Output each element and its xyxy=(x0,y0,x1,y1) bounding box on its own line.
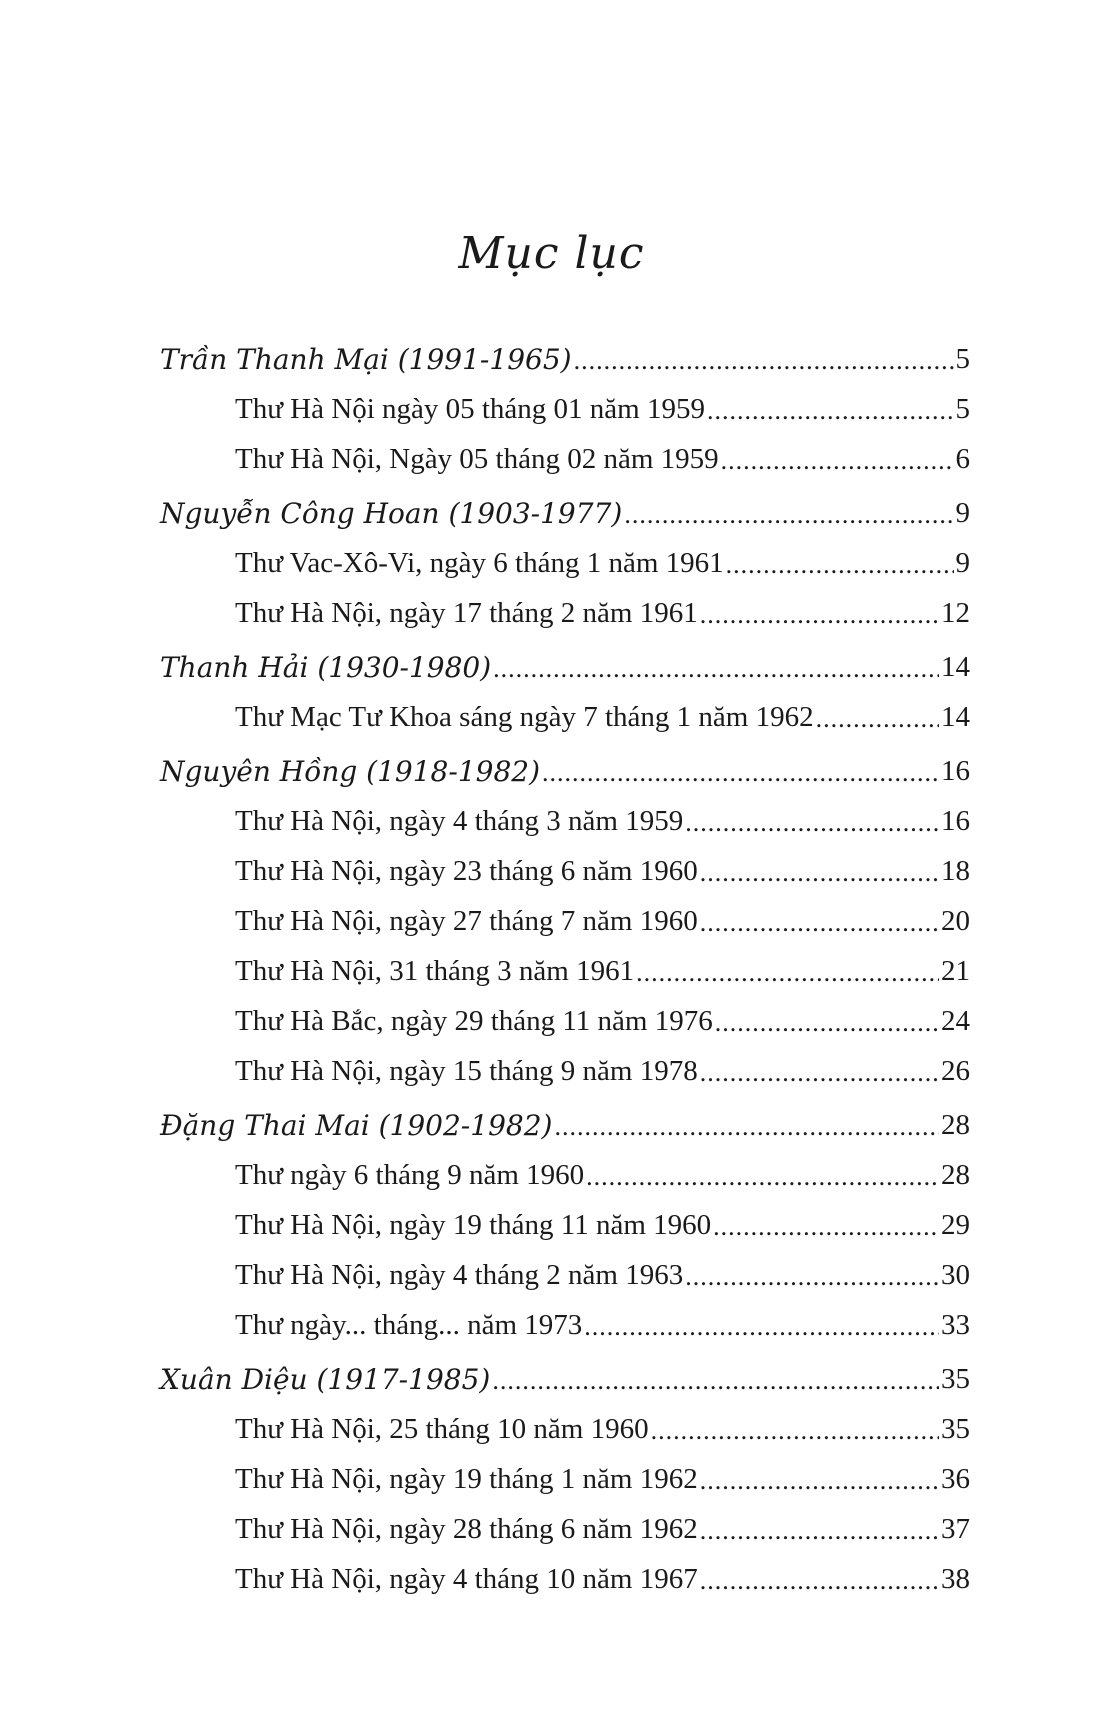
toc-page-number: 21 xyxy=(941,955,970,987)
toc-page-number: 28 xyxy=(941,1109,970,1141)
dot-leader xyxy=(700,1058,939,1088)
dot-leader xyxy=(685,1262,939,1292)
toc-letter-entry xyxy=(160,1404,970,1454)
toc-entry-label: Thư Vac-Xô-Vi, ngày 6 tháng 1 năm 1961 xyxy=(235,547,724,579)
toc-page-number: 9 xyxy=(955,547,970,579)
toc-page-number: 12 xyxy=(941,597,970,629)
toc-entry-label: Thư Hà Nội, ngày 19 tháng 11 năm 1960 xyxy=(235,1209,712,1241)
dot-leader xyxy=(624,500,953,530)
toc-page-number: 37 xyxy=(941,1513,970,1545)
toc-letter-entry xyxy=(160,1250,970,1300)
toc-page-number: 14 xyxy=(941,701,970,733)
toc-letter-entry xyxy=(160,434,970,484)
toc-letter-entry xyxy=(160,384,970,434)
toc-page-number: 33 xyxy=(941,1309,970,1341)
toc-entry-label: Thư Hà Nội, ngày 15 tháng 9 năm 1978 xyxy=(235,1055,698,1087)
toc-entry-label: Thư Hà Nội, ngày 23 tháng 6 năm 1960 xyxy=(235,855,698,887)
toc-letter-entry xyxy=(160,1046,970,1096)
dot-leader xyxy=(816,704,939,734)
toc-page-number: 24 xyxy=(941,1005,970,1037)
toc-page-number: 16 xyxy=(941,755,970,787)
dot-leader xyxy=(726,550,954,580)
toc-page-number: 26 xyxy=(941,1055,970,1087)
toc-entry-label: Thư Hà Nội, 31 tháng 3 năm 1961 xyxy=(235,955,635,987)
toc-letter-entry xyxy=(160,1150,970,1200)
toc-page-number: 9 xyxy=(955,497,970,529)
page-title: Mục lục xyxy=(458,228,645,279)
toc-author-entry xyxy=(160,1350,970,1404)
toc-author-entry xyxy=(160,742,970,796)
dot-leader xyxy=(636,958,939,988)
dot-leader xyxy=(586,1162,939,1192)
toc-page-number: 36 xyxy=(941,1463,970,1495)
toc-page-number: 30 xyxy=(941,1259,970,1291)
dot-leader xyxy=(493,654,939,684)
toc-page-number: 16 xyxy=(941,805,970,837)
toc-author-entry xyxy=(160,638,970,692)
toc-page-number: 35 xyxy=(941,1363,970,1395)
toc-letter-entry xyxy=(160,846,970,896)
toc-entry-label: Trần Thanh Mại (1991-1965) xyxy=(160,343,572,376)
toc-entry-label: Thư Hà Nội, ngày 19 tháng 1 năm 1962 xyxy=(235,1463,698,1495)
toc-letter-entry xyxy=(160,588,970,638)
table-of-contents xyxy=(160,330,970,1604)
dot-leader xyxy=(700,1516,939,1546)
toc-letter-entry xyxy=(160,538,970,588)
toc-page-number: 5 xyxy=(955,343,970,375)
toc-entry-label: Thư Mạc Tư Khoa sáng ngày 7 tháng 1 năm 1962 xyxy=(235,701,814,733)
dot-leader xyxy=(554,1112,939,1142)
toc-letter-entry xyxy=(160,896,970,946)
dot-leader xyxy=(492,1366,939,1396)
toc-page-number: 5 xyxy=(955,393,970,425)
toc-page-number: 38 xyxy=(941,1563,970,1595)
toc-entry-label: Thư Hà Bắc, ngày 29 tháng 11 năm 1976 xyxy=(235,1005,713,1037)
toc-entry-label: Thư ngày 6 tháng 9 năm 1960 xyxy=(235,1159,585,1191)
toc-entry-label: Thư Hà Nội ngày 05 tháng 01 năm 1959 xyxy=(235,393,705,425)
toc-letter-entry xyxy=(160,1200,970,1250)
toc-author-entry xyxy=(160,330,970,384)
toc-letter-entry xyxy=(160,796,970,846)
toc-entry-label: Nguyên Hồng (1918-1982) xyxy=(160,755,541,788)
dot-leader xyxy=(700,858,939,888)
toc-page-number: 18 xyxy=(941,855,970,887)
dot-leader xyxy=(713,1212,939,1242)
toc-letter-entry xyxy=(160,692,970,742)
toc-entry-label: Thư Hà Nội, ngày 4 tháng 10 năm 1967 xyxy=(235,1563,698,1595)
toc-entry-label: Thanh Hải (1930-1980) xyxy=(160,651,492,684)
toc-letter-entry xyxy=(160,1504,970,1554)
toc-page-number: 28 xyxy=(941,1159,970,1191)
toc-entry-label: Thư Hà Nội, ngày 28 tháng 6 năm 1962 xyxy=(235,1513,698,1545)
toc-author-entry xyxy=(160,484,970,538)
toc-entry-label: Thư Hà Nội, ngày 17 tháng 2 năm 1961 xyxy=(235,597,698,629)
toc-author-entry xyxy=(160,1096,970,1150)
toc-entry-label: Thư Hà Nội, ngày 4 tháng 3 năm 1959 xyxy=(235,805,684,837)
dot-leader xyxy=(651,1416,939,1446)
toc-entry-label: Nguyễn Công Hoan (1903-1977) xyxy=(160,497,623,530)
dot-leader xyxy=(574,346,954,376)
dot-leader xyxy=(721,446,954,476)
dot-leader xyxy=(715,1008,939,1038)
toc-page-number: 6 xyxy=(955,443,970,475)
dot-leader xyxy=(685,808,939,838)
toc-entry-label: Đặng Thai Mai (1902-1982) xyxy=(160,1109,553,1142)
toc-entry-label: Thư Hà Nội, ngày 4 tháng 2 năm 1963 xyxy=(235,1259,684,1291)
toc-entry-label: Thư ngày... tháng... năm 1973 xyxy=(235,1309,583,1341)
toc-entry-label: Thư Hà Nội, 25 tháng 10 năm 1960 xyxy=(235,1413,649,1445)
toc-letter-entry xyxy=(160,1554,970,1604)
toc-entry-label: Thư Hà Nội, Ngày 05 tháng 02 năm 1959 xyxy=(235,443,719,475)
dot-leader xyxy=(542,758,939,788)
toc-page-number: 14 xyxy=(941,651,970,683)
dot-leader xyxy=(700,1566,939,1596)
dot-leader xyxy=(700,908,939,938)
toc-page-number: 20 xyxy=(941,905,970,937)
toc-letter-entry xyxy=(160,996,970,1046)
toc-entry-label: Xuân Diệu (1917-1985) xyxy=(160,1363,491,1396)
dot-leader xyxy=(700,1466,939,1496)
toc-page-number: 35 xyxy=(941,1413,970,1445)
dot-leader xyxy=(584,1312,939,1342)
dot-leader xyxy=(700,600,939,630)
toc-letter-entry xyxy=(160,1300,970,1350)
toc-letter-entry xyxy=(160,1454,970,1504)
dot-leader xyxy=(707,396,954,426)
toc-letter-entry xyxy=(160,946,970,996)
toc-entry-label: Thư Hà Nội, ngày 27 tháng 7 năm 1960 xyxy=(235,905,698,937)
toc-page-number: 29 xyxy=(941,1209,970,1241)
